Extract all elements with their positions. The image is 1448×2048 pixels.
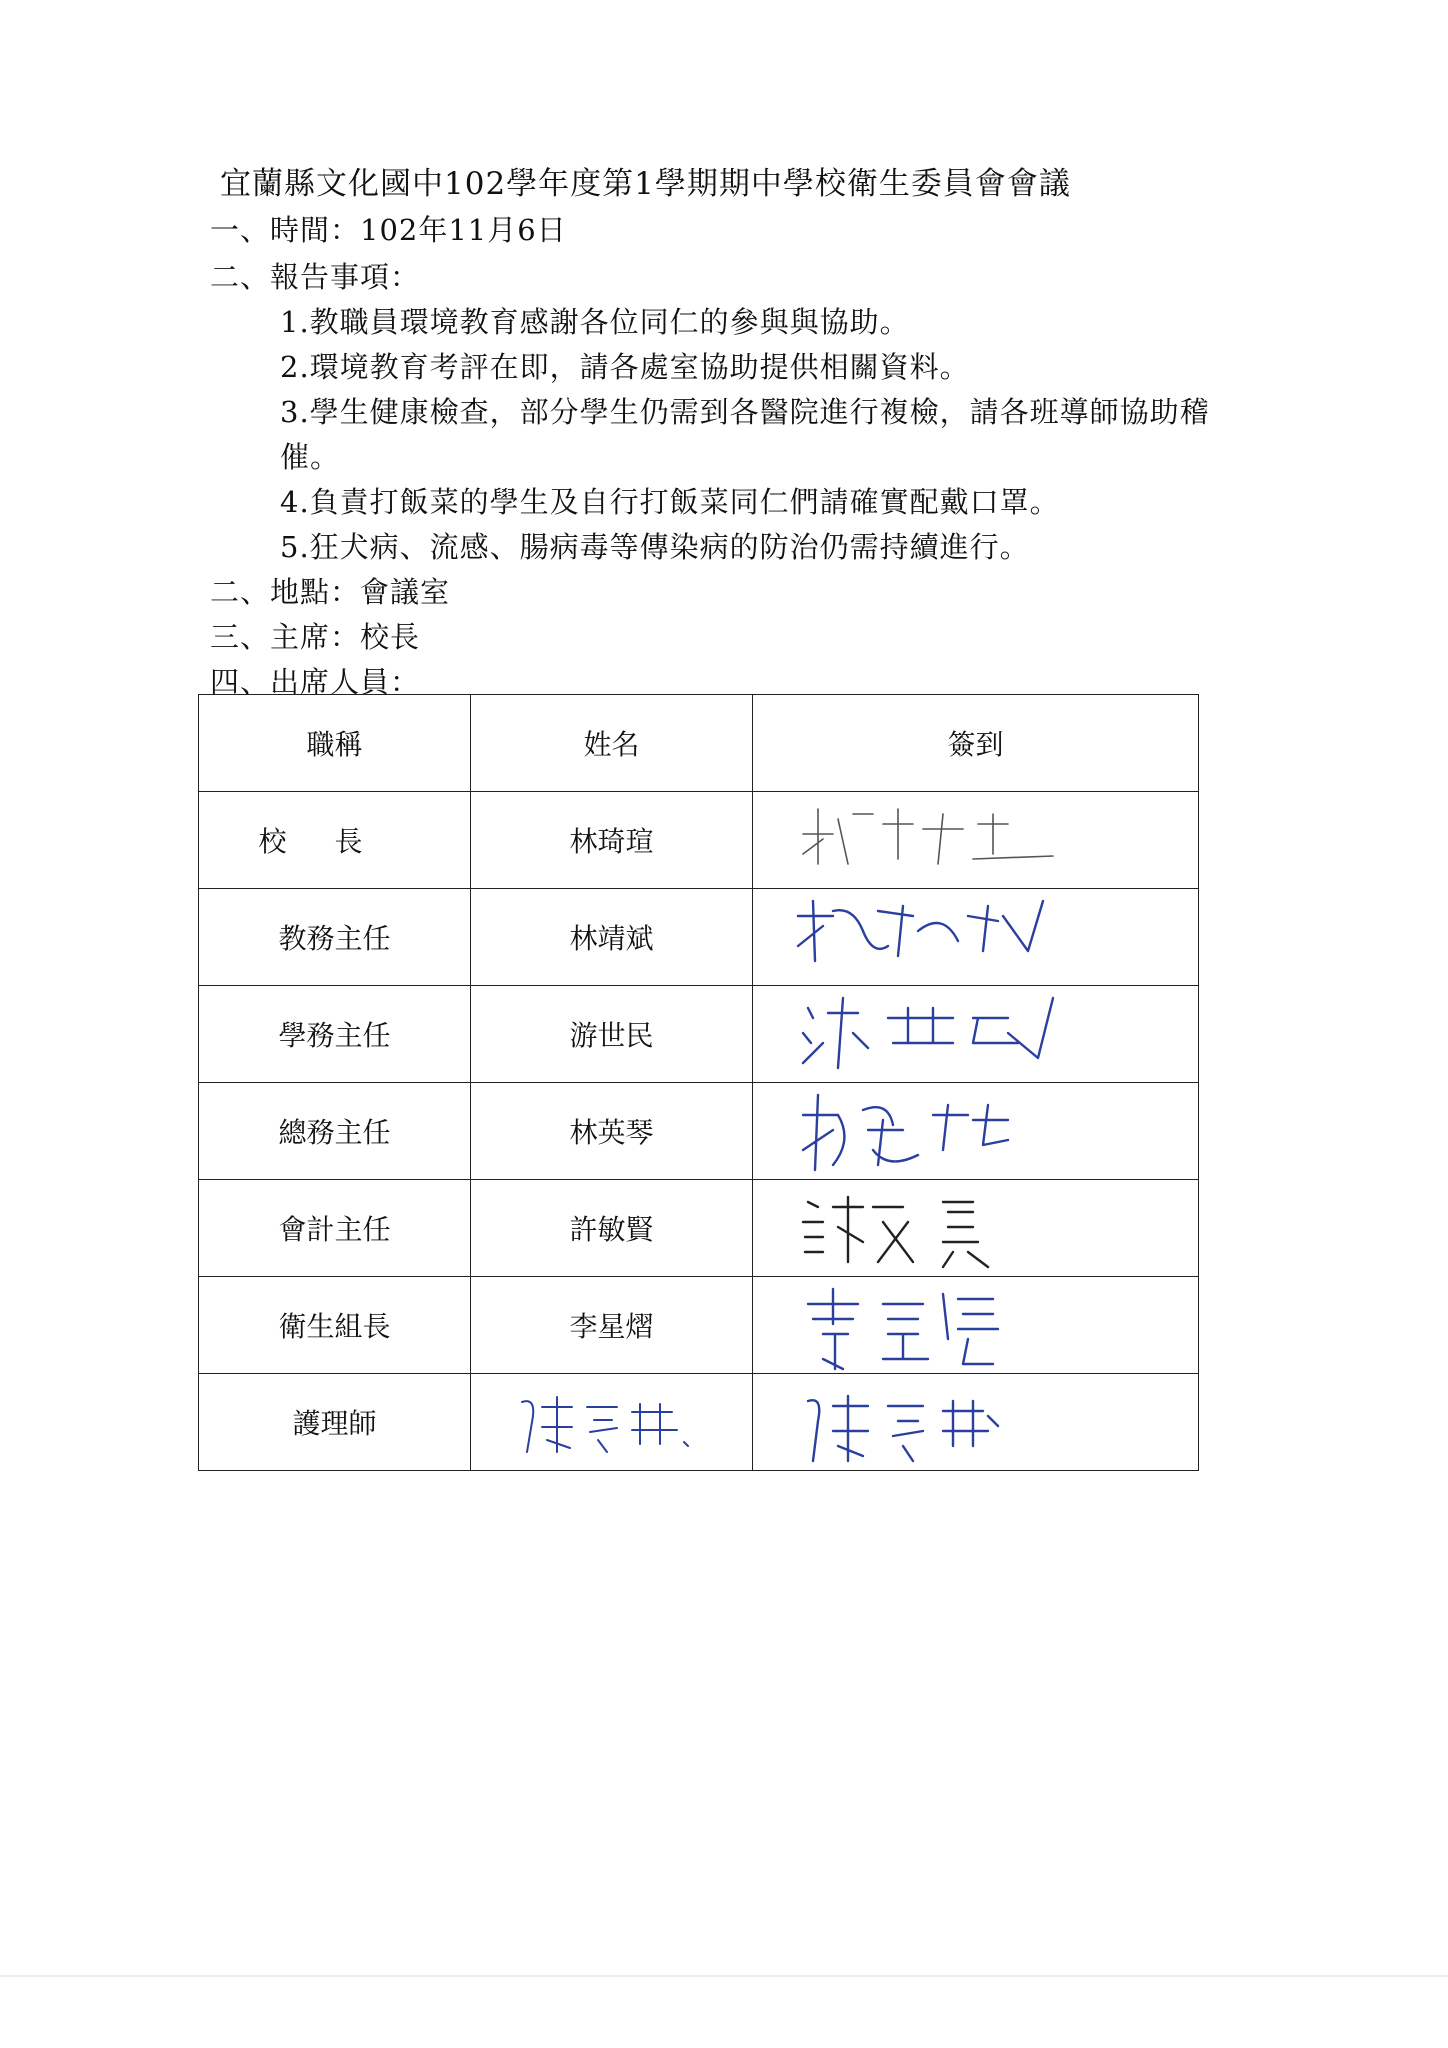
scan-edge-line bbox=[0, 1975, 1448, 1977]
meeting-location: 二、地點：會議室 bbox=[210, 575, 451, 609]
cell-position: 學務主任 bbox=[199, 986, 471, 1083]
cell-position: 校長 bbox=[199, 792, 471, 889]
report-item-5: 5.狂犬病、流感、腸病毒等傳染病的防治仍需持續進行。 bbox=[280, 530, 1030, 564]
cell-position: 衛生組長 bbox=[199, 1277, 471, 1374]
handwritten-signature bbox=[793, 1182, 1093, 1274]
document-title: 宜蘭縣文化國中102學年度第1學期期中學校衛生委員會會議 bbox=[220, 166, 1071, 202]
cell-signature bbox=[753, 1277, 1199, 1374]
handwritten-signature bbox=[793, 1376, 1093, 1468]
handwritten-signature bbox=[793, 988, 1093, 1080]
report-item-3: 3.學生健康檢查，部分學生仍需到各醫院進行複檢，請各班導師協助稽催。 bbox=[280, 395, 1210, 474]
cell-name: 林靖斌 bbox=[471, 889, 753, 986]
cell-signature bbox=[753, 1180, 1199, 1277]
report-item-2: 2.環境教育考評在即，請各處室協助提供相關資料。 bbox=[280, 350, 970, 384]
cell-signature bbox=[753, 1374, 1199, 1471]
cell-position: 總務主任 bbox=[199, 1083, 471, 1180]
handwritten-signature bbox=[793, 891, 1093, 983]
meeting-chair: 三、主席：校長 bbox=[210, 620, 421, 654]
table-row bbox=[199, 1277, 1199, 1374]
table-row bbox=[199, 792, 1199, 889]
header-signature: 簽到 bbox=[753, 695, 1199, 792]
cell-name: 許敏賢 bbox=[471, 1180, 753, 1277]
table-row bbox=[199, 986, 1199, 1083]
table-row bbox=[199, 1083, 1199, 1180]
cell-name: 李星熠 bbox=[471, 1277, 753, 1374]
report-item-1: 1.教職員環境教育感謝各位同仁的參與與協助。 bbox=[280, 305, 910, 339]
attendees-heading: 四、出席人員： bbox=[210, 665, 421, 699]
table-header-row bbox=[199, 695, 1199, 792]
attendance-rows bbox=[199, 792, 1199, 1471]
table-row bbox=[199, 889, 1199, 986]
report-heading: 二、報告事項： bbox=[210, 260, 421, 294]
cell-name: 游世民 bbox=[471, 986, 753, 1083]
header-position: 職稱 bbox=[199, 695, 471, 792]
table-row bbox=[199, 1374, 1199, 1471]
cell-signature bbox=[753, 986, 1199, 1083]
header-name: 姓名 bbox=[471, 695, 753, 792]
table-row bbox=[199, 1180, 1199, 1277]
cell-signature bbox=[753, 792, 1199, 889]
cell-name: 林英琴 bbox=[471, 1083, 753, 1180]
attendance-table bbox=[198, 694, 1199, 1471]
cell-signature bbox=[753, 1083, 1199, 1180]
cell-position: 會計主任 bbox=[199, 1180, 471, 1277]
cell-name bbox=[471, 1374, 753, 1471]
handwritten-name bbox=[512, 1382, 712, 1462]
cell-signature bbox=[753, 889, 1199, 986]
handwritten-signature bbox=[793, 1085, 1093, 1177]
meeting-time: 一、時間：102年11月6日 bbox=[210, 213, 567, 247]
cell-name: 林琦瑄 bbox=[471, 792, 753, 889]
handwritten-signature bbox=[793, 1279, 1093, 1371]
handwritten-signature bbox=[793, 794, 1093, 886]
report-item-4: 4.負責打飯菜的學生及自行打飯菜同仁們請確實配戴口罩。 bbox=[280, 485, 1060, 519]
cell-position: 教務主任 bbox=[199, 889, 471, 986]
cell-position: 護理師 bbox=[199, 1374, 471, 1471]
